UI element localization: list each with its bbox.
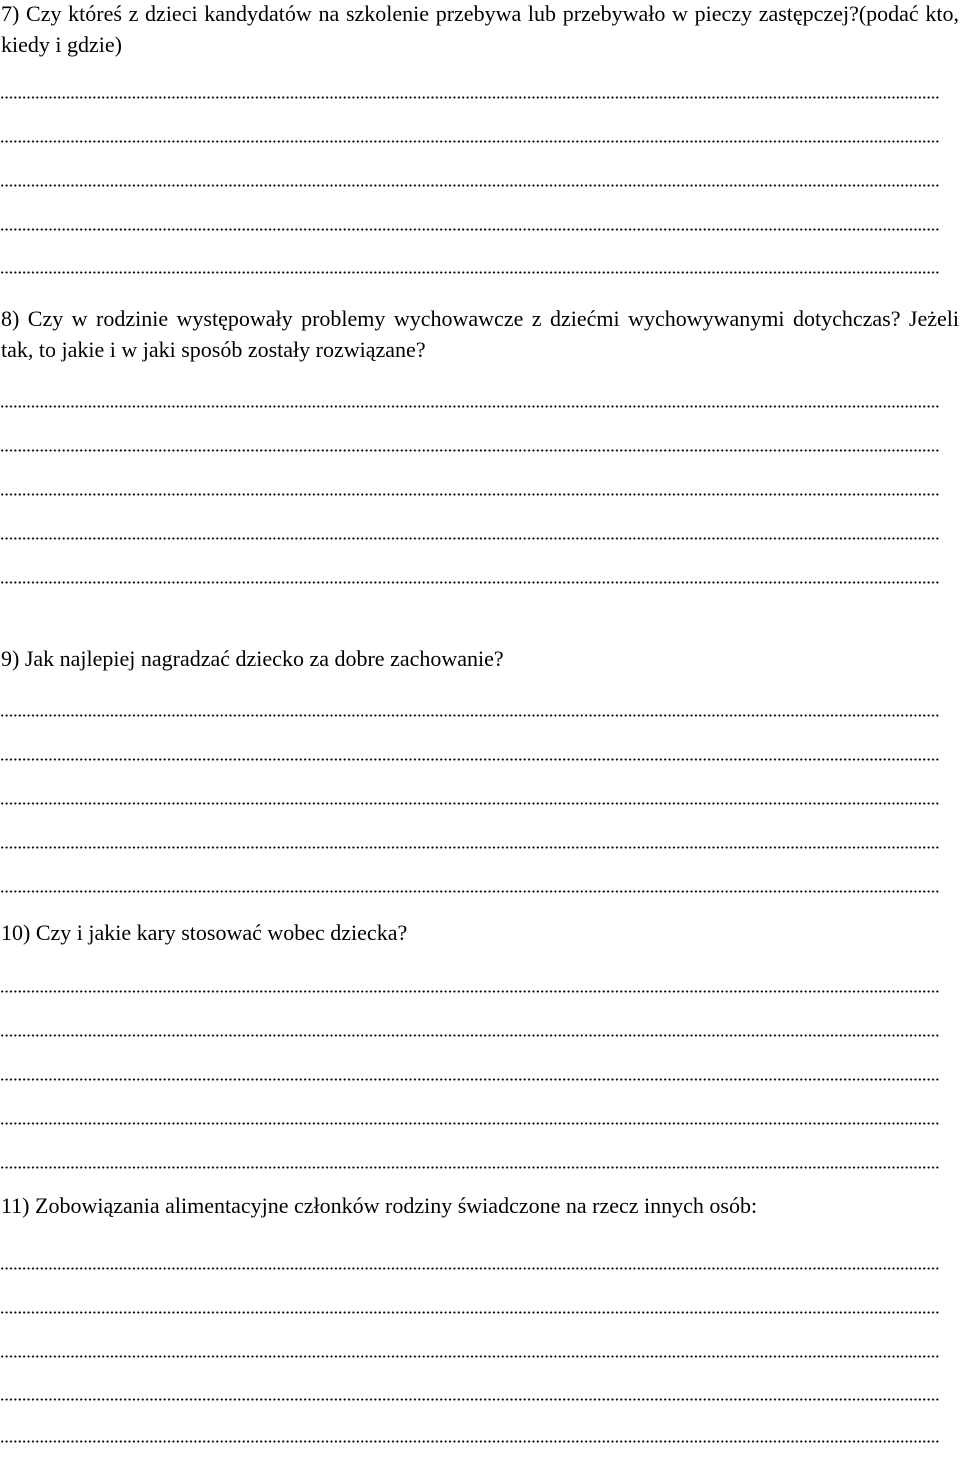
answer-line[interactable] [0,990,960,1034]
question-7-text: 7) Czy któreś z dzieci kandydatów na szkolenie przebywa lub przebywało w pieczy zastępczej?(podać kto, kiedy i gdzie) [1,1,959,57]
answer-line[interactable] [0,758,960,802]
answer-line[interactable] [0,1122,960,1166]
answer-line[interactable] [0,1078,960,1122]
answer-line[interactable] [0,846,960,890]
answer-line[interactable] [0,449,960,493]
answer-line[interactable] [0,1355,960,1399]
answer-line[interactable] [0,1398,960,1442]
answer-line[interactable] [0,802,960,846]
answer-line[interactable] [0,581,960,625]
answer-line[interactable] [0,1267,960,1311]
answer-line[interactable] [0,184,960,228]
answer-line[interactable] [0,1440,960,1484]
answer-line[interactable] [0,228,960,272]
answer-line[interactable] [0,714,960,758]
question-8-text: 8) Czy w rodzinie występowały problemy wychowawcze z dziećmi wychowywanymi dotychczas? Jeżeli tak, to jakie i w jaki sposób zostały rozwiązane? [1,306,959,362]
answer-line[interactable] [0,1034,960,1078]
answer-line[interactable] [0,96,960,140]
question-10-text: 10) Czy i jakie kary stosować wobec dziecka? [1,920,408,945]
answer-line[interactable] [0,405,960,449]
answer-line[interactable] [0,537,960,581]
answer-line[interactable] [0,1311,960,1355]
question-11-text: 11) Zobowiązania alimentacyjne członków rodziny świadczone na rzecz innych osób: [1,1193,758,1218]
question-9-text: 9) Jak najlepiej nagradzać dziecko za dobre zachowanie? [1,646,504,671]
answer-line[interactable] [0,493,960,537]
answer-line[interactable] [0,140,960,184]
